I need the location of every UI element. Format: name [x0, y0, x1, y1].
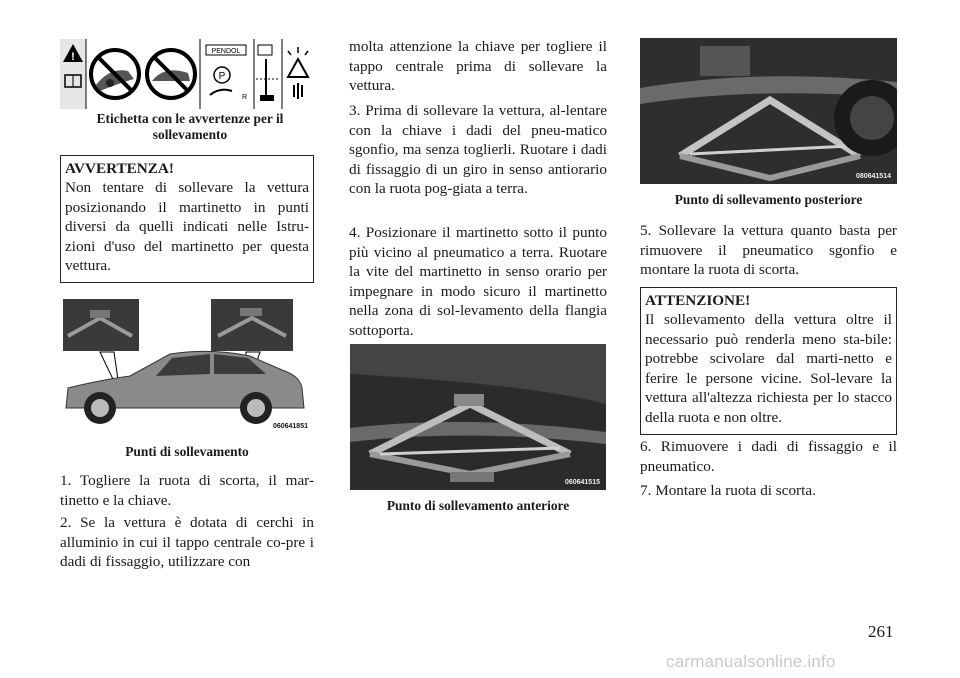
photo-code: 060641515	[564, 479, 600, 486]
svg-text:!: !	[71, 51, 75, 63]
photo-code: 060641851	[272, 423, 308, 430]
warning-label-graphic	[60, 39, 314, 109]
page-number: 261	[868, 622, 894, 641]
step-2-continued: molta attenzione la chiave per togliere il tappo centrale prima di sollevare la vettura.	[349, 38, 607, 95]
rear-jack-illustration	[640, 38, 897, 184]
step-7: 7. Montare la ruota di scorta.	[640, 482, 816, 499]
label-caption: Etichetta con le avvertenze per il sollevamento	[96, 111, 284, 142]
car-side-illustration	[60, 296, 314, 434]
no-car-on-jack-icon	[147, 50, 195, 98]
front-jack-illustration	[350, 344, 606, 490]
step-1: 1. Togliere la ruota di scorta, il mar-tinetto e la chiave.	[60, 472, 314, 509]
no-person-under-car-icon	[91, 50, 139, 98]
svg-text:R: R	[242, 94, 248, 101]
jack-warning-label	[60, 39, 314, 109]
step-4: 4. Posizionare il martinetto sotto il punto più vicino al pneumatico a terra. Ruotare la vite del martinetto in senso orario per impegnare in modo sicuro il martinetto nella zona di sol-levamento della flangia sottoporta.	[349, 224, 607, 339]
warning-text: Non tentare di sollevare la vettura posizionando il martinetto in punti diversi da quelli indicati nelle Istru-zioni d'uso del martinetto per questa vettura.	[65, 179, 309, 275]
lifting-points-photo	[60, 296, 314, 434]
front-lifting-point-photo	[350, 344, 606, 490]
warning-title: AVVERTENZA!	[65, 160, 174, 177]
svg-text:PENDOL: PENDOL	[211, 48, 241, 55]
caution-text: Il sollevamento della vettura oltre il necessario può renderla meno sta-bile: potrebbe scivolare dal marti-netto e ferire le persone vicine. Sol-levare la vettura all'altezza richiesta per lo stacco della ruota e non oltre.	[645, 311, 892, 426]
photo-code: 080641514	[855, 173, 891, 180]
step-6: 6. Rimuovere i dadi di fissaggio e il pneumatico.	[640, 438, 897, 475]
rear-lifting-point-photo	[640, 38, 897, 184]
caution-box	[640, 287, 897, 435]
lifting-points-caption: Punti di sollevamento	[125, 444, 249, 459]
svg-text:P: P	[218, 71, 226, 82]
site-watermark: carmanualsonline.info	[666, 652, 836, 671]
step-2: 2. Se la vettura è dotata di cerchi in alluminio in cui il tappo centrale co-pre i dadi di fissaggio, utilizzare con	[60, 514, 314, 571]
front-lifting-point-caption: Punto di sollevamento anteriore	[386, 498, 570, 513]
warning-box	[60, 155, 314, 283]
caution-title: ATTENZIONE!	[645, 292, 751, 309]
step-3: 3. Prima di sollevare la vettura, al-lentare con la chiave i dadi del pneu-matico sgonfio, ma senza toglierli. Ruotare i dadi di fissaggio di un giro in senso antiorario con la ruota pog-giata a terra.	[349, 102, 607, 198]
rear-lifting-point-caption: Punto di sollevamento posteriore	[674, 192, 863, 207]
step-5: 5. Sollevare la vettura quanto basta per rimuovere il pneumatico sgonfio e montare la ruota di scorta.	[640, 222, 897, 279]
